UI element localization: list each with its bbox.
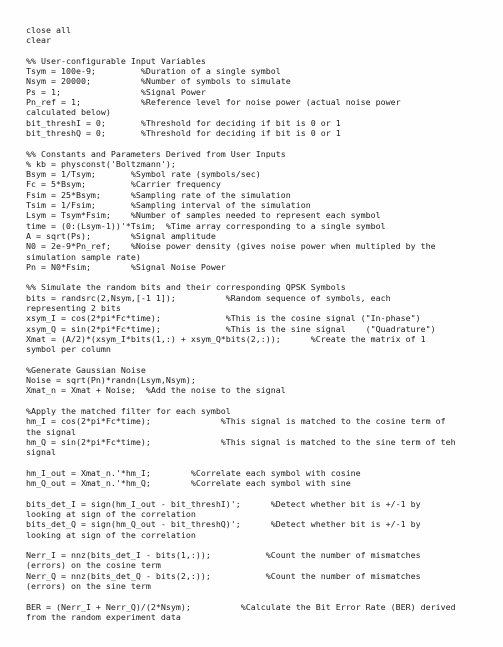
code-line: BER = (Nerr_I + Nerr_Q)/(2*Nsym); %Calculate the Bit Error Rate (BER) derived (26, 601, 456, 612)
code-line: bits_det_I = sign(hm_I_out - bit_threshI)'; %Detect whether bit is +/-1 by (26, 498, 421, 509)
code-line: (errors) on the cosine term (26, 560, 161, 571)
code-line: hm_I_out = Xmat_n.'*hm_I; %Correlate each symbol with cosine (26, 467, 361, 478)
code-line: Fc = 5*Bsym; %Carrier frequency (26, 179, 221, 190)
code-line: representing 2 bits (26, 303, 121, 314)
blank-line (26, 457, 496, 467)
code-line: xsym_I = cos(2*pi*Fc*time); %This is the cosine signal ("In-phase") (26, 313, 421, 324)
code-line: hm_Q = sin(2*pi*Fc*time); %This signal is matched to the sine term of teh (26, 436, 456, 447)
code-line: N0 = 2e-9*Pn_ref; %Noise power density (gives noise power when multipled by the (26, 241, 436, 252)
code-line: bits = randsrc(2,Nsym,[-1 1]); %Random sequence of symbols, each (26, 292, 391, 303)
code-line: simulation sample rate) (26, 251, 141, 262)
code-line: (errors) on the sine term (26, 581, 151, 592)
code-line: Pn = N0*Fsim; %Signal Noise Power (26, 261, 226, 272)
blank-line (26, 355, 496, 365)
code-line: symbol per column (26, 344, 111, 355)
code-line: Tsym = 100e-9; %Duration of a single symbol (26, 66, 281, 77)
code-line: Ps = 1; %Signal Power (26, 86, 206, 97)
code-line: signal (26, 447, 56, 458)
code-line: Xmat = (A/2)*(xsym_I*bits(1,:) + xsym_Q*bits(2,:)); %Create the matrix of 1 (26, 333, 426, 344)
code-line: bit_threshQ = 0; %Threshold for deciding if bit is 0 or 1 (26, 127, 341, 138)
blank-line (26, 396, 496, 406)
blank-line (26, 488, 496, 498)
code-line: calculated below) (26, 107, 111, 118)
code-line: Noise = sqrt(Pn)*randn(Lsym,Nsym); (26, 375, 196, 386)
code-line: time = (0:(Lsym-1))'*Tsim; %Time array corresponding to a single symbol (26, 220, 386, 231)
code-line: hm_I = cos(2*pi*Fc*time); %This signal is matched to the cosine term of (26, 416, 446, 427)
code-line: Nerr_I = nnz(bits_det_I - bits(1,:)); %Count the number of mismatches (26, 550, 421, 561)
code-line: %% Simulate the random bits and their corresponding QPSK Symbols (26, 282, 346, 293)
code-line: A = sqrt(Ps); %Signal amplitude (26, 230, 216, 241)
code-line: Fsim = 25*Bsym; %Sampling rate of the simulation (26, 189, 291, 200)
code-line: hm_Q_out = Xmat_n.'*hm_Q; %Correlate each symbol with sine (26, 478, 351, 489)
blank-line (26, 272, 496, 282)
code-line: Pn_ref = 1; %Reference level for noise power (actual noise power (26, 97, 401, 108)
blank-line (26, 138, 496, 148)
code-line: Xmat_n = Xmat + Noise; %Add the noise to the signal (26, 385, 286, 396)
code-line: looking at sign of the correlation (26, 529, 196, 540)
code-line: looking at sign of the correlation (26, 508, 196, 519)
code-line: %Generate Gaussian Noise (26, 364, 146, 375)
code-line: Nsym = 20000; %Number of symbols to simulate (26, 76, 291, 87)
code-line: clear (26, 35, 51, 46)
code-line: the signal (26, 426, 76, 437)
blank-line (26, 46, 496, 56)
code-line: Bsym = 1/Tsym; %Symbol rate (symbols/sec) (26, 169, 261, 180)
code-line: from the random experiment data (26, 611, 181, 622)
matlab-code-listing (26, 25, 496, 622)
code-line: %Apply the matched filter for each symbol (26, 405, 231, 416)
code-line: Lsym = Tsym*Fsim; %Number of samples needed to represent each symbol (26, 210, 381, 221)
blank-line (26, 591, 496, 601)
code-line: Nerr_Q = nnz(bits_det_Q - bits(2,:)); %Count the number of mismatches (26, 570, 421, 581)
code-line: %% User-configurable Input Variables (26, 55, 206, 66)
blank-line (26, 540, 496, 550)
code-line: bits_det_Q = sign(hm_Q_out - bit_threshQ)'; %Detect whether bit is +/-1 by (26, 519, 421, 530)
code-line: close all (26, 25, 71, 35)
code-line: xsym_Q = sin(2*pi*Fc*time); %This is the sine signal ("Quadrature") (26, 323, 436, 334)
code-line: bit_threshI = 0; %Threshold for deciding if bit is 0 or 1 (26, 117, 341, 128)
code-line: %% Constants and Parameters Derived from User Inputs (26, 148, 286, 159)
code-line: Tsim = 1/Fsim; %Sampling interval of the simulation (26, 200, 311, 211)
code-line: % kb = physconst('Boltzmann'); (26, 158, 176, 169)
